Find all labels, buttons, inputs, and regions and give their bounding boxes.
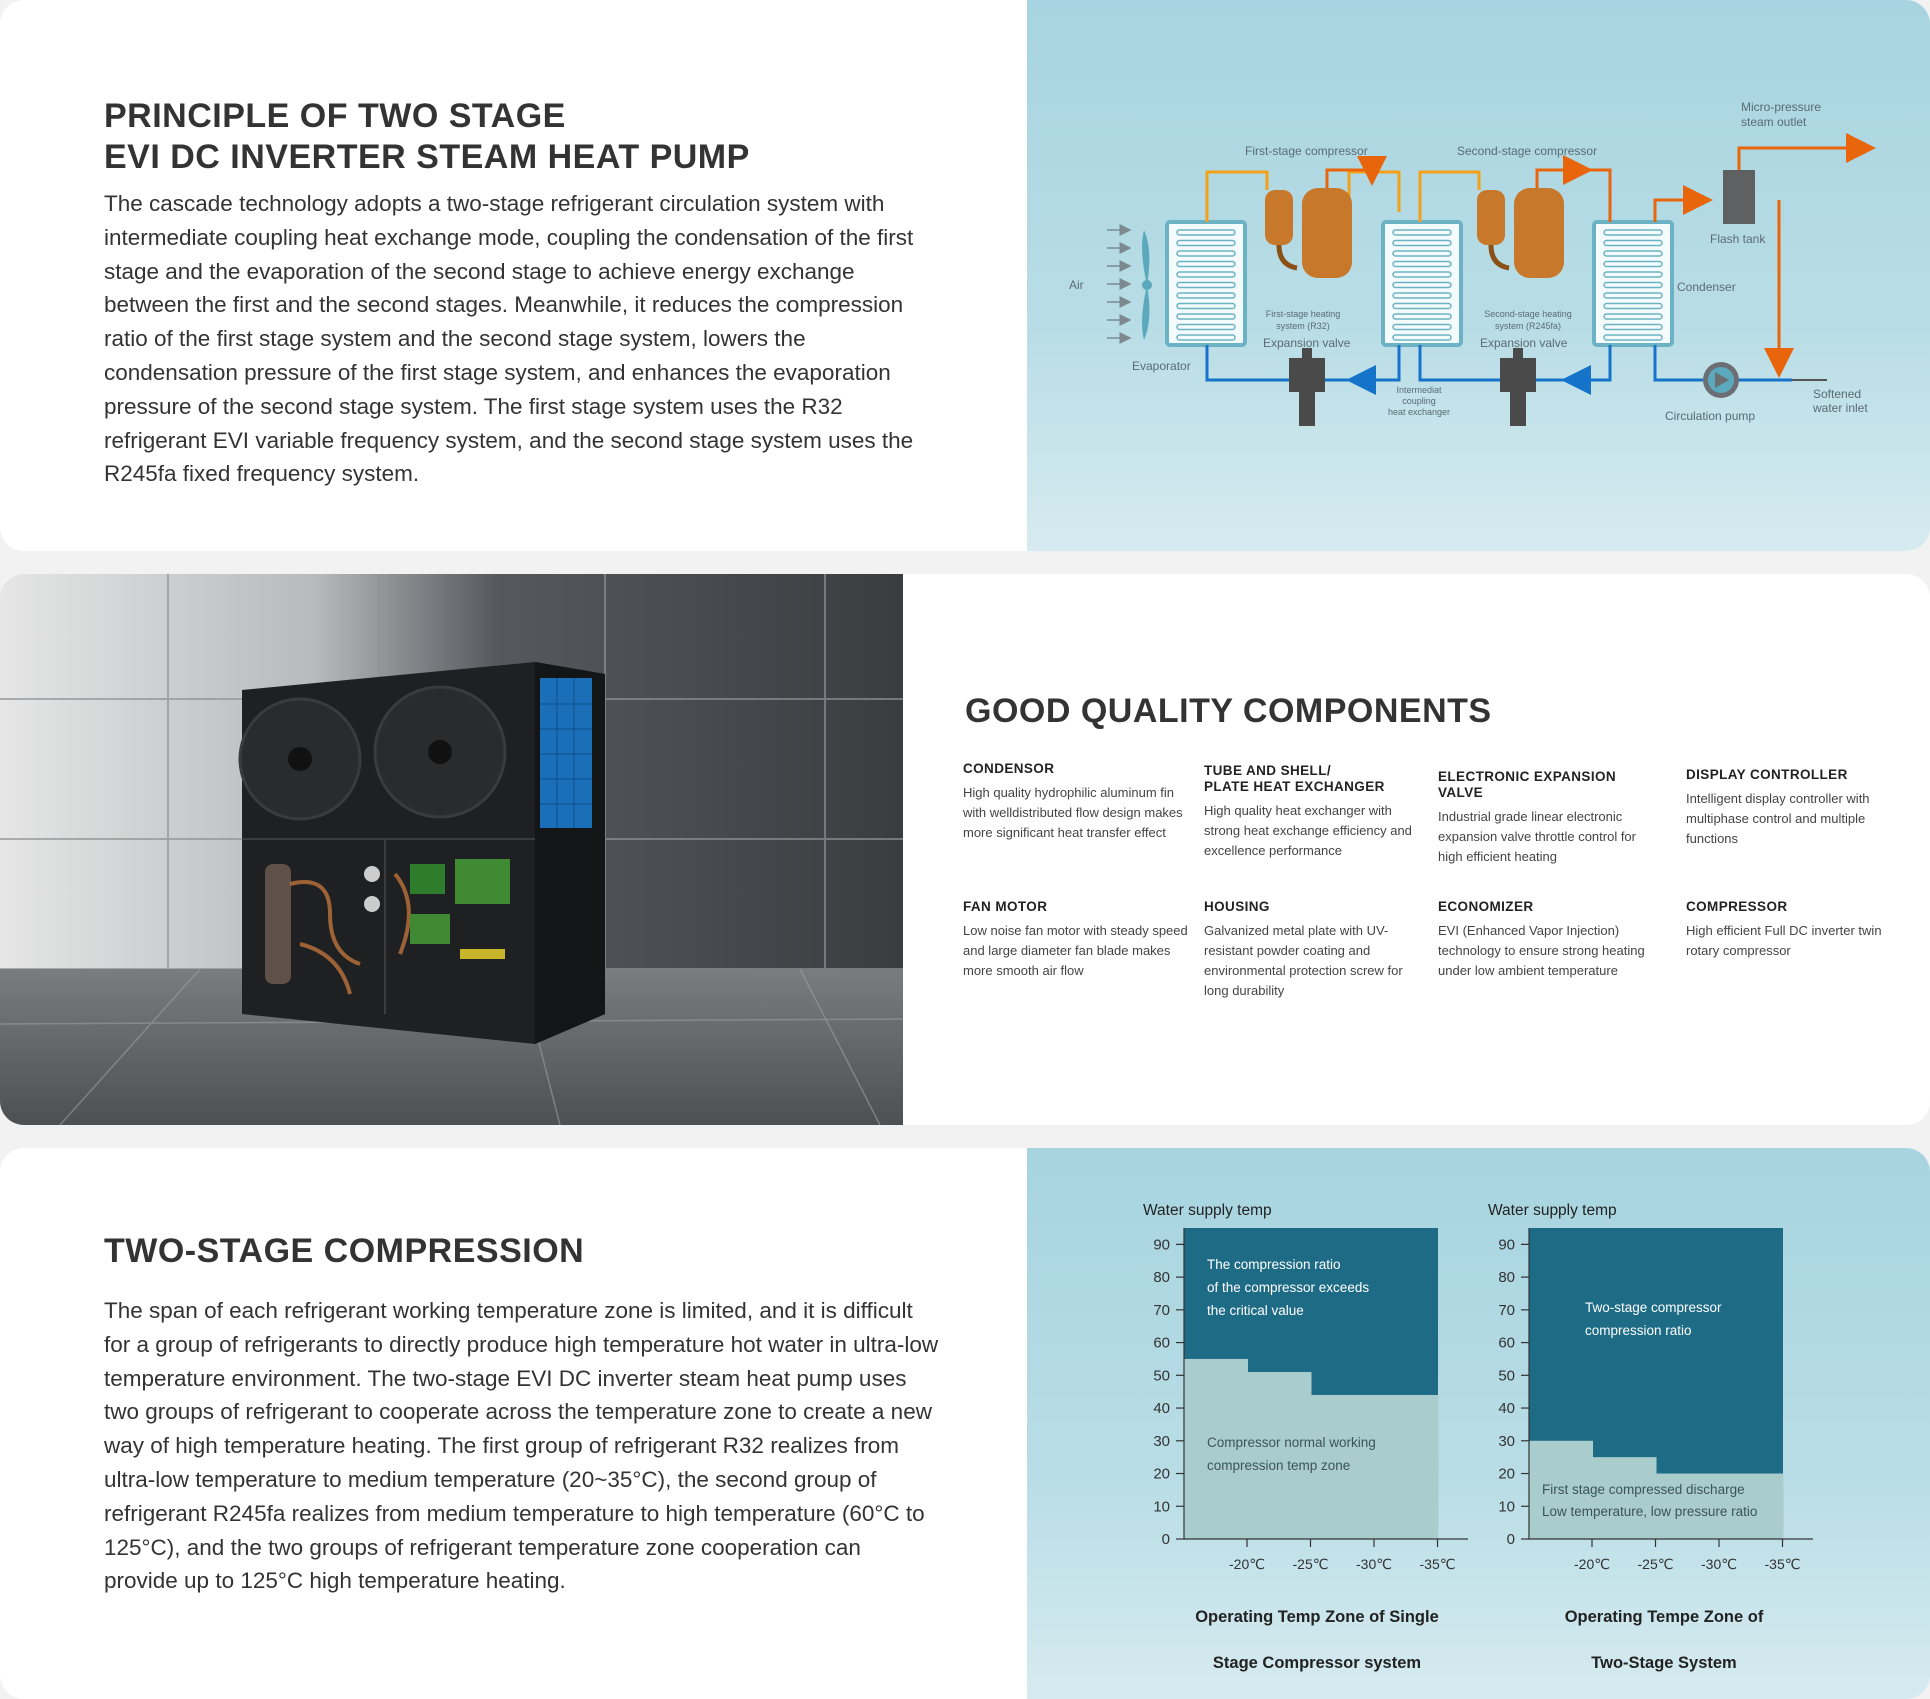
chart1-title-line2: Stage Compressor system bbox=[1212, 1654, 1422, 1672]
component-item bbox=[1204, 899, 1429, 1001]
flash-tank-icon bbox=[1723, 170, 1755, 224]
chart2-y-tick-label: 0 bbox=[1506, 1531, 1515, 1548]
condenser-coil-icon bbox=[1594, 222, 1672, 345]
component-description: High efficient Full DC inverter twin rotary compressor bbox=[1686, 923, 1882, 958]
compression-title: TWO-STAGE COMPRESSION bbox=[104, 1232, 585, 1270]
chart1-y-tick-label: 60 bbox=[1153, 1334, 1170, 1352]
components-title: GOOD QUALITY COMPONENTS bbox=[965, 692, 1492, 730]
chart1-y-tick-label: 50 bbox=[1153, 1367, 1170, 1385]
component-title: ELECTRONIC EXPANSION VALVE bbox=[1438, 769, 1617, 800]
component-title: COMPRESSOR bbox=[1686, 899, 1788, 914]
first-compressor-label: First-stage compressor bbox=[1245, 144, 1368, 158]
chart2-y-label: Water supply temp bbox=[1488, 1202, 1617, 1219]
chart1-y-tick-label: 30 bbox=[1153, 1432, 1170, 1450]
chart1-annotation-bottom: compression temp zone bbox=[1207, 1458, 1351, 1473]
principle-panel bbox=[0, 0, 1930, 551]
chart2-y-tick-label: 90 bbox=[1498, 1236, 1515, 1254]
chart2-title-line1: Operating Tempe Zone of bbox=[1564, 1608, 1764, 1626]
compression-body: The span of each refrigerant working temperature zone is limited, and it is difficult for a group of refrigerants to directly produce high temperature hot water in ultra-low temperature environment. The two-stage EVI DC inverter steam heat pump uses two groups of refrigerant to cooperate across the temperature zone to create a new way of high temperature heating. The first group of refrigerant R32 realizes from ultra-low temperature to medium temperature (20~35°C), the second group of refrigerant R245fa realizes from medium temperature to high temperature (60°C to 125°C), and the two groups of refrigerant temperature zone cooperation can provide up to 125°C high temperature heating. bbox=[104, 1298, 939, 1594]
principle-title-line2: EVI DC INVERTER STEAM HEAT PUMP bbox=[104, 138, 750, 176]
chart1-y-tick-label: 20 bbox=[1153, 1465, 1170, 1483]
component-description: Intelligent display controller with multiphase control and multiple functions bbox=[1686, 791, 1870, 846]
chart1-y-tick-label: 0 bbox=[1161, 1531, 1170, 1548]
component-title: DISPLAY CONTROLLER bbox=[1686, 767, 1848, 782]
component-item bbox=[963, 761, 1188, 843]
chart2-y-tick-label: 50 bbox=[1498, 1367, 1515, 1385]
coupling-label-2: coupling bbox=[1402, 396, 1436, 406]
chart1-annotation-top: The compression ratio bbox=[1207, 1257, 1341, 1272]
component-item bbox=[963, 899, 1188, 981]
chart2-x-tick-label: -25℃ bbox=[1637, 1556, 1674, 1572]
second-heating-label-1: Second-stage heating bbox=[1484, 309, 1572, 319]
chart2-y-tick-label: 10 bbox=[1498, 1498, 1515, 1516]
chart1-title bbox=[1167, 1583, 1467, 1698]
second-stage-compressor-icon bbox=[1477, 188, 1564, 278]
chart1-annotation-bottom: Compressor normal working bbox=[1207, 1435, 1376, 1450]
component-item bbox=[1686, 899, 1911, 961]
expansion-valve-1-label: Expansion valve bbox=[1263, 336, 1351, 350]
component-description: High quality hydrophilic aluminum fin with welldistributed flow design makes more significant heat transfer effect bbox=[963, 785, 1183, 840]
chart2-title bbox=[1514, 1583, 1814, 1698]
chart1-y-label: Water supply temp bbox=[1143, 1202, 1272, 1219]
chart1-annotation-top: the critical value bbox=[1207, 1303, 1304, 1318]
chart1-y-tick-label: 70 bbox=[1153, 1301, 1170, 1319]
chart2-annotation-top: compression ratio bbox=[1585, 1323, 1692, 1338]
chart1-y-tick-label: 90 bbox=[1153, 1236, 1170, 1254]
chart1-x-tick-label: -30℃ bbox=[1356, 1556, 1392, 1572]
component-description: High quality heat exchanger with strong heat exchange efficiency and excellence performance bbox=[1204, 803, 1412, 858]
chart2-y-tick-label: 60 bbox=[1498, 1334, 1515, 1352]
component-description: EVI (Enhanced Vapor Injection) technology to ensure strong heating under low ambient temperature bbox=[1438, 923, 1645, 978]
water-inlet-label-2: water inlet bbox=[1813, 401, 1868, 415]
condenser-to-tank bbox=[1655, 200, 1707, 222]
chart1-lower-area-step bbox=[1248, 1372, 1312, 1539]
chart1-y-tick-label: 10 bbox=[1153, 1498, 1170, 1516]
component-item bbox=[1438, 899, 1663, 981]
expansion-valve-1-icon bbox=[1289, 348, 1325, 426]
chart2-y-tick-label: 20 bbox=[1498, 1465, 1515, 1483]
chart2-annotation-bottom: Low temperature, low pressure ratio bbox=[1542, 1504, 1758, 1519]
heat-pump-product-photo bbox=[0, 574, 903, 1125]
charts-bg bbox=[1027, 1148, 1930, 1699]
principle-diagram bbox=[1027, 0, 1930, 551]
chart2-y-tick-label: 30 bbox=[1498, 1432, 1515, 1450]
fan-icon bbox=[1142, 230, 1152, 340]
first-heating-label-2: system (R32) bbox=[1276, 321, 1330, 331]
component-title: FAN MOTOR bbox=[963, 899, 1048, 914]
component-title: TUBE AND SHELL/ PLATE HEAT EXCHANGER bbox=[1204, 763, 1385, 794]
chart2-lower-area-step bbox=[1593, 1457, 1657, 1539]
principle-title bbox=[104, 96, 750, 178]
components-panel bbox=[0, 574, 1930, 1125]
evaporator-label: Evaporator bbox=[1132, 359, 1191, 373]
stage2-discharge-lines bbox=[1420, 172, 1479, 222]
chart1-annotation-top: of the compressor exceeds bbox=[1207, 1280, 1370, 1295]
chart2-x-tick-label: -35℃ bbox=[1764, 1556, 1801, 1572]
component-description: Industrial grade linear electronic expansion valve throttle control for high efficient heating bbox=[1438, 809, 1636, 864]
chart2-y-tick-label: 80 bbox=[1498, 1269, 1515, 1287]
water-inlet-label-1: Softened bbox=[1813, 387, 1862, 401]
chart2-x-tick-label: -20℃ bbox=[1574, 1556, 1610, 1572]
second-heating-label-2: system (R245fa) bbox=[1494, 321, 1562, 331]
evaporator-coil-icon bbox=[1167, 222, 1245, 345]
circulation-pump-label: Circulation pump bbox=[1665, 409, 1756, 423]
chart2-y-tick-label: 40 bbox=[1498, 1400, 1515, 1418]
condenser-label: Condenser bbox=[1677, 280, 1736, 294]
steam-outlet-line bbox=[1739, 148, 1870, 170]
component-title: ECONOMIZER bbox=[1438, 899, 1534, 914]
component-title: CONDENSOR bbox=[963, 761, 1055, 776]
circulation-pump-icon bbox=[1703, 362, 1739, 398]
chart1-y-tick-label: 80 bbox=[1153, 1269, 1170, 1287]
chart2-title-line2: Two-Stage System bbox=[1591, 1654, 1737, 1672]
principle-diagram-bg bbox=[1027, 0, 1930, 551]
component-item bbox=[1438, 769, 1663, 867]
compression-panel bbox=[0, 1148, 1930, 1699]
coupling-label-1: Intermediat bbox=[1396, 385, 1442, 395]
chart1-title-line1: Operating Temp Zone of Single bbox=[1195, 1608, 1439, 1626]
chart2-x-tick-label: -30℃ bbox=[1701, 1556, 1737, 1572]
first-heating-label-1: First-stage heating bbox=[1265, 309, 1341, 319]
expansion-valve-2-label: Expansion valve bbox=[1480, 336, 1568, 350]
chart1-x-tick-label: -35℃ bbox=[1419, 1556, 1456, 1572]
component-title: HOUSING bbox=[1204, 899, 1270, 914]
component-item bbox=[1204, 763, 1429, 861]
coupling-exchanger-icon bbox=[1383, 222, 1461, 345]
chart1-x-tick-label: -20℃ bbox=[1229, 1556, 1265, 1572]
steam-outlet-label-1: Micro-pressure bbox=[1741, 100, 1822, 114]
principle-title-line1: PRINCIPLE OF TWO STAGE bbox=[104, 97, 566, 135]
component-description: Galvanized metal plate with UV-resistant powder coating and environmental protection screw for long durability bbox=[1204, 923, 1403, 998]
component-item bbox=[1686, 767, 1911, 849]
principle-body: The cascade technology adopts a two-stage refrigerant circulation system with intermediate coupling heat exchange mode, coupling the condensation of the first stage and the evaporation of the second stage to achieve energy exchange between the first and the second stages. Meanwhile, it reduces the compression ratio of the first stage system and the second stage system, lowers the condensation pressure of the first stage system, and enhances the evaporation pressure of the second stage system. The first stage system uses the R32 refrigerant EVI variable frequency system, and the second stage system uses the R245fa fixed frequency system. bbox=[104, 191, 914, 487]
heat-pump-unit bbox=[240, 662, 605, 1044]
chart1-lower-area-step bbox=[1375, 1395, 1439, 1539]
chart2-y-tick-label: 70 bbox=[1498, 1301, 1515, 1319]
chart2-annotation-bottom: First stage compressed discharge bbox=[1542, 1482, 1745, 1497]
first-stage-compressor-icon bbox=[1265, 188, 1352, 278]
flash-tank-label: Flash tank bbox=[1710, 232, 1766, 246]
air-label: Air bbox=[1069, 278, 1084, 292]
component-description: Low noise fan motor with steady speed and large diameter fan blade makes more smooth air flow bbox=[963, 923, 1188, 978]
air-arrows bbox=[1107, 230, 1130, 338]
chart1-x-tick-label: -25℃ bbox=[1292, 1556, 1329, 1572]
coupling-label-3: heat exchanger bbox=[1387, 407, 1451, 417]
chart2-annotation-top: Two-stage compressor bbox=[1585, 1300, 1722, 1315]
chart1-y-tick-label: 40 bbox=[1153, 1400, 1170, 1418]
second-compressor-label: Second-stage compressor bbox=[1457, 144, 1598, 158]
expansion-valve-2-icon bbox=[1500, 348, 1536, 426]
steam-outlet-label-2: steam outlet bbox=[1741, 115, 1807, 129]
